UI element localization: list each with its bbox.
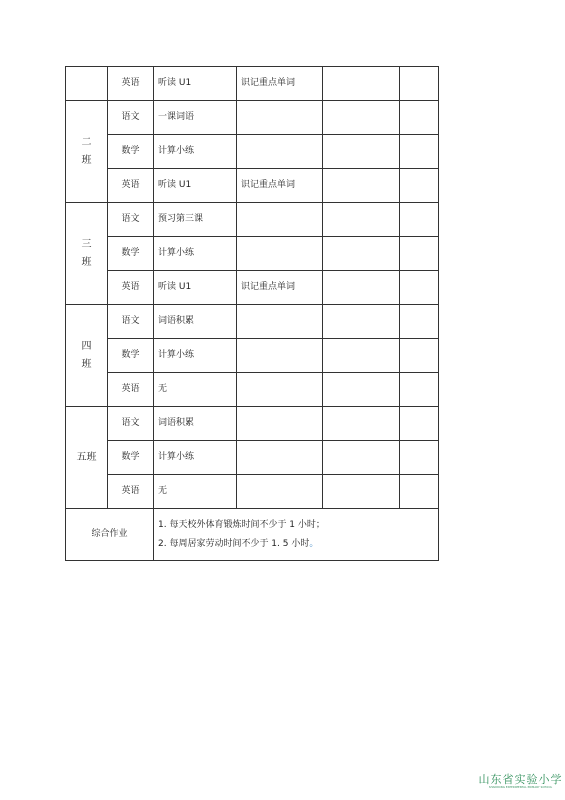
class-label-char: 二 [81,136,92,148]
empty-cell [400,339,439,373]
subject-cell: 数学 [108,441,154,475]
empty-cell [400,373,439,407]
empty-cell [323,67,400,101]
table-row [66,305,439,339]
empty-cell [323,475,400,509]
class-cell [66,67,108,101]
subject-cell: 英语 [108,475,154,509]
school-logo [478,774,563,790]
summary-row [66,509,439,561]
task-cell: 一课词语 [154,101,237,135]
empty-cell [323,339,400,373]
task-cell: 听读 U1 [154,169,237,203]
subject-cell: 英语 [108,67,154,101]
class-label-char: 四 [81,340,92,352]
subject-cell: 数学 [108,237,154,271]
subject-cell: 语文 [108,203,154,237]
note-cell [237,441,323,475]
class-label-cell [66,101,108,203]
empty-cell [400,169,439,203]
empty-cell [400,407,439,441]
note-cell [237,135,323,169]
summary-line-2-end: 。 [309,538,319,549]
subject-cell: 语文 [108,305,154,339]
note-cell [237,373,323,407]
task-cell: 词语积累 [154,407,237,441]
note-cell [237,101,323,135]
table-row [66,101,439,135]
empty-cell [323,441,400,475]
task-cell: 计算小练 [154,135,237,169]
table-row [66,135,439,169]
empty-cell [323,101,400,135]
note-cell: 识记重点单词 [237,67,323,101]
table-row [66,339,439,373]
school-logo-name: 山东省实验小学 [478,773,563,786]
class-label-cell [66,305,108,407]
empty-cell [323,169,400,203]
subject-cell: 语文 [108,101,154,135]
task-cell: 无 [154,475,237,509]
class-label-char: 五班 [76,451,97,463]
empty-cell [400,237,439,271]
summary-line-2-text: 2. 每周居家劳动时间不少于 1. 5 小时 [158,538,310,549]
empty-cell [400,101,439,135]
class-label-char: 班 [81,154,92,166]
note-cell [237,407,323,441]
note-cell [237,339,323,373]
empty-cell [323,305,400,339]
summary-content [154,509,439,561]
class-label-char: 班 [81,256,92,268]
table-row [66,407,439,441]
note-cell [237,305,323,339]
class-label-cell [66,407,108,509]
class-label-char: 三 [81,238,92,250]
empty-cell [323,203,400,237]
subject-cell: 语文 [108,407,154,441]
subject-cell: 英语 [108,373,154,407]
table-row [66,475,439,509]
empty-cell [400,305,439,339]
class-label-cell [66,203,108,305]
school-logo-english: SHANDONG EXPERIMENTAL PRIMARY SCHOOL [488,786,553,789]
homework-table [65,66,439,561]
empty-cell [400,271,439,305]
table-row [66,67,439,101]
empty-cell [400,475,439,509]
empty-cell [400,67,439,101]
table-row [66,203,439,237]
note-cell [237,237,323,271]
subject-cell: 数学 [108,135,154,169]
table-row [66,271,439,305]
class-label-char: 班 [81,358,92,370]
table-row [66,237,439,271]
note-cell: 识记重点单词 [237,169,323,203]
summary-label: 综合作业 [66,509,154,561]
task-cell: 听读 U1 [154,67,237,101]
empty-cell [323,271,400,305]
task-cell: 预习第三课 [154,203,237,237]
task-cell: 听读 U1 [154,271,237,305]
summary-line-1: 1. 每天校外体育锻炼时间不少于 1 小时； [158,519,325,530]
empty-cell [323,135,400,169]
table-row [66,373,439,407]
table-row [66,169,439,203]
subject-cell: 数学 [108,339,154,373]
task-cell: 计算小练 [154,441,237,475]
empty-cell [400,441,439,475]
empty-cell [323,407,400,441]
empty-cell [400,135,439,169]
note-cell: 识记重点单词 [237,271,323,305]
summary-line-2 [158,535,438,554]
task-cell: 词语积累 [154,305,237,339]
empty-cell [400,203,439,237]
empty-cell [323,237,400,271]
note-cell [237,475,323,509]
subject-cell: 英语 [108,169,154,203]
empty-cell [323,373,400,407]
table-row [66,441,439,475]
task-cell: 计算小练 [154,237,237,271]
task-cell: 无 [154,373,237,407]
note-cell [237,203,323,237]
subject-cell: 英语 [108,271,154,305]
task-cell: 计算小练 [154,339,237,373]
